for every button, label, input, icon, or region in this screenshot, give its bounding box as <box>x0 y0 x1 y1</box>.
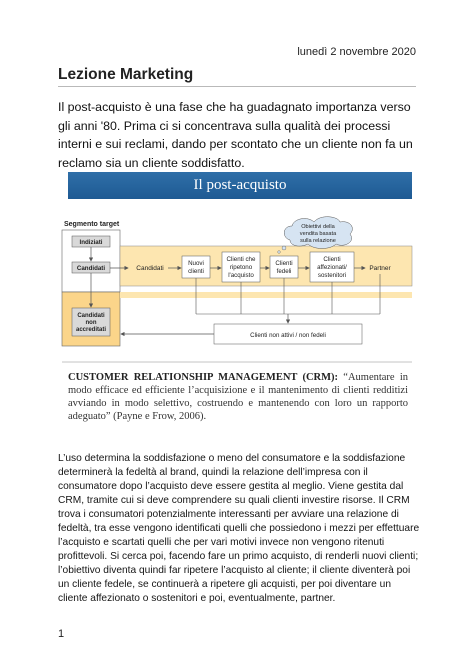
funnel-band <box>120 246 412 286</box>
segment-target-label: Segmento target <box>64 221 120 228</box>
partner-label: Partner <box>369 265 391 272</box>
indiziati-label: Indiziati <box>79 239 103 246</box>
document-date: lunedì 2 novembre 2020 <box>297 46 416 58</box>
affezionati-label-2: affezionati/ <box>317 264 347 271</box>
affezionati-label-1: Clienti <box>323 256 341 263</box>
cloud-tail-1 <box>282 246 286 250</box>
post-purchase-diagram <box>58 214 416 366</box>
crm-heading: CUSTOMER RELATIONSHIP MANAGEMENT (CRM): <box>68 372 339 383</box>
title-divider <box>58 86 416 87</box>
ripetono-label-2: ripetono <box>229 264 253 271</box>
candidati-step: Candidati <box>136 265 164 272</box>
objectives-label-3: sulla relazione <box>300 238 336 244</box>
nuovi-label-2: clienti <box>188 268 204 275</box>
crm-text: “Aumentare in modo efficace ed efficiente l’acquisizione e il mantenimento di clienti redditizi avviando in modo selettivo, costruendo e mantenendo con loro un rapporto adeguato” (Payne e Frow, 2006). <box>68 372 408 422</box>
bottom-band <box>120 292 412 298</box>
page-number: 1 <box>58 628 65 640</box>
ripetono-label-3: l'acquisto <box>228 272 254 279</box>
objectives-label-2: vendita basata <box>299 231 337 237</box>
affezionati-label-3: sostenitori <box>317 272 347 279</box>
crm-definition <box>68 371 408 423</box>
page-title: Lezione Marketing <box>58 66 194 83</box>
non-attivi-label: Clienti non attivi / non fedeli <box>250 332 326 339</box>
candidati-non-label-1: Candidati <box>77 313 105 319</box>
nuovi-label-1: Nuovi <box>188 260 204 267</box>
fedeli-label-2: fedeli <box>276 268 292 275</box>
body-paragraph: L’uso determina la soddisfazione o meno del consumatore e la soddisfazione determinerà la fedeltà al brand, quindi la relazione dell’impresa con il consumatore dopo l’acquisto deve essere gestita al meglio. Viene gestita dal CRM, tramite cui si deve comprendere su quali clienti investire risorse. Il CRM trova i consumatori potenzialmente interessanti per avviare una relazione di fedeltà, tra esse vengono identificati quelli che possiedono i mezzi per effettuare l’acquisto e scartati quelli che per vari motivi invece non vengono ritenuti profittevoli. Si cerca poi, facendo fare un primo acquisto, di renderli nuovi clienti; l’obiettivo diventa quindi far ripetere l’acquisto al cliente; il cliente diventerà poi un cliente fedele, se continuerà a ripetere gli acquisti, per poi diventare un cliente affezionato o sostenitori e poi, eventualmente, partner. <box>58 453 420 605</box>
slide-banner: Il post-acquisto <box>68 172 412 199</box>
fedeli-label-1: Clienti <box>275 260 293 267</box>
candidati-left-label: Candidati <box>76 265 106 272</box>
ripetono-label-1: Clienti che <box>226 256 256 263</box>
objectives-label-1: Obiettivi della <box>301 224 335 230</box>
intro-paragraph: Il post-acquisto è una fase che ha guadagnato importanza verso gli anni '80. Prima ci si concentrava sulla qualità dei processi interni e sui reclami, dando per scontato che un cliente non fa un reclamo sia un cliente soddisfatto. <box>58 100 413 170</box>
cloud-tail-2 <box>278 251 281 254</box>
candidati-non-label-2: non <box>85 320 97 326</box>
candidati-non-label-3: accreditati <box>75 327 107 333</box>
